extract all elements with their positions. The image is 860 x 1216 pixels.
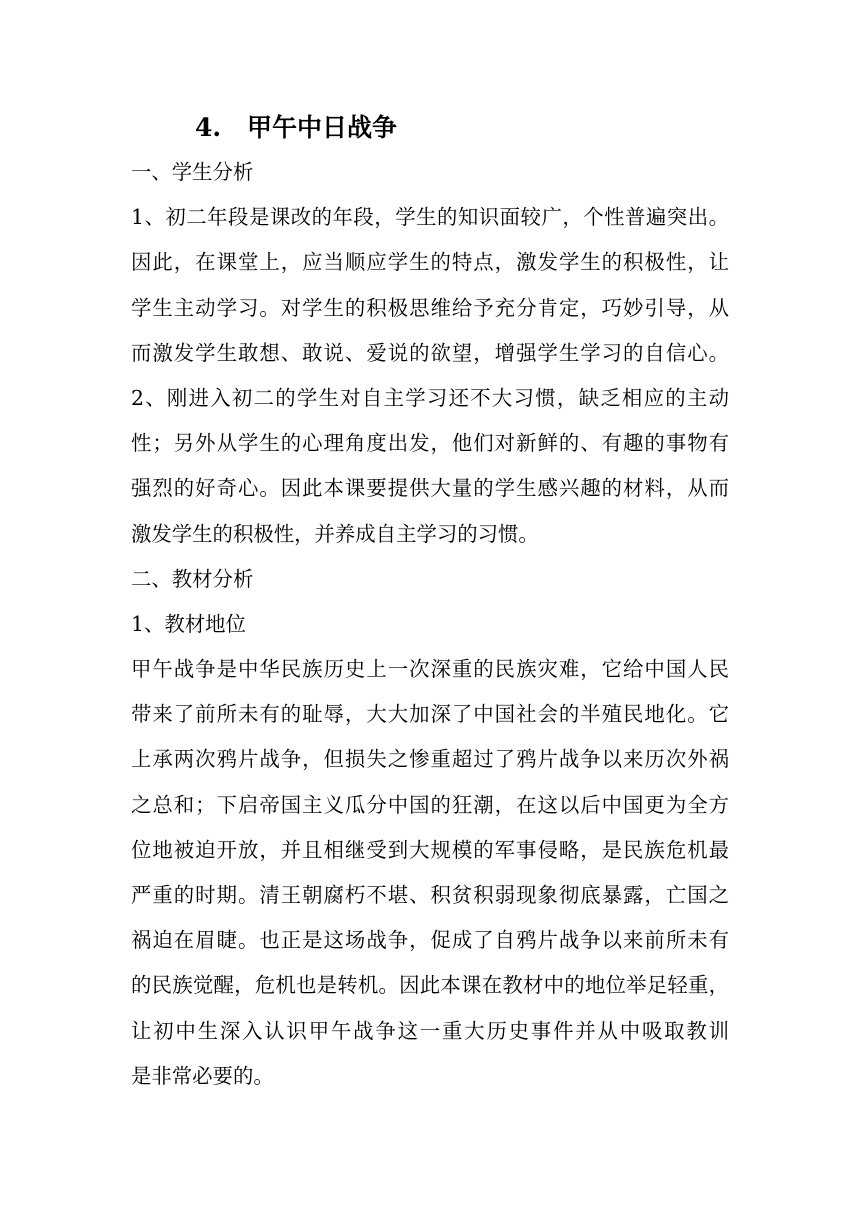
text-line: 性；另外从学生的心理角度出发，他们对新鲜的、有趣的事物有 xyxy=(131,431,729,456)
text-line: 甲午战争是中华民族历史上一次深重的民族灾难，它给中国人民 xyxy=(131,657,729,682)
document-title xyxy=(195,106,397,150)
text-line: 一、学生分析 xyxy=(131,160,254,184)
document-body xyxy=(131,150,729,1099)
text-line: 的民族觉醒，危机也是转机。因此本课在教材中的地位举足轻重， xyxy=(131,973,729,998)
text-line: 上承两次鸦片战争，但损失之惨重超过了鸦片战争以来历次外祸 xyxy=(131,747,729,772)
text-line: 1、教材地位 xyxy=(131,611,246,636)
title-number: 4. xyxy=(195,113,222,142)
text-line: 激发学生的积极性，并养成自主学习的习惯。 xyxy=(131,521,539,546)
text-line: 是非常必要的。 xyxy=(131,1063,274,1088)
text-line: 之总和；下启帝国主义瓜分中国的狂潮，在这以后中国更为全方 xyxy=(131,792,729,817)
text-line: 位地被迫开放，并且相继受到大规模的军事侵略，是民族危机最 xyxy=(131,837,729,862)
text-line: 强烈的好奇心。因此本课要提供大量的学生感兴趣的材料，从而 xyxy=(131,476,729,501)
text-line: 学生主动学习。对学生的积极思维给予充分肯定，巧妙引导，从 xyxy=(131,295,729,320)
text-line: 严重的时期。清王朝腐朽不堪、积贫积弱现象彻底暴露，亡国之 xyxy=(131,883,729,907)
text-line: 祸迫在眉睫。也正是这场战争，促成了自鸦片战争以来前所未有 xyxy=(131,928,729,953)
text-line: 让初中生深入认识甲午战争这一重大历史事件并从中吸取教训 xyxy=(131,1018,729,1043)
title-text: 甲午中日战争 xyxy=(247,113,398,142)
text-line: 二、教材分析 xyxy=(131,566,254,591)
text-line: 而激发学生敢想、敢说、爱说的欲望，增强学生学习的自信心。 xyxy=(131,340,729,365)
text-line: 2、刚进入初二的学生对自主学习还不大习惯，缺乏相应的主动 xyxy=(131,385,729,410)
text-line: 带来了前所未有的耻辱，大大加深了中国社会的半殖民地化。它 xyxy=(131,702,729,727)
text-line: 1、初二年段是课改的年段，学生的知识面较广，个性普遍突出。 xyxy=(131,205,729,230)
text-line: 因此，在课堂上，应当顺应学生的特点，激发学生的积极性，让 xyxy=(131,250,729,275)
